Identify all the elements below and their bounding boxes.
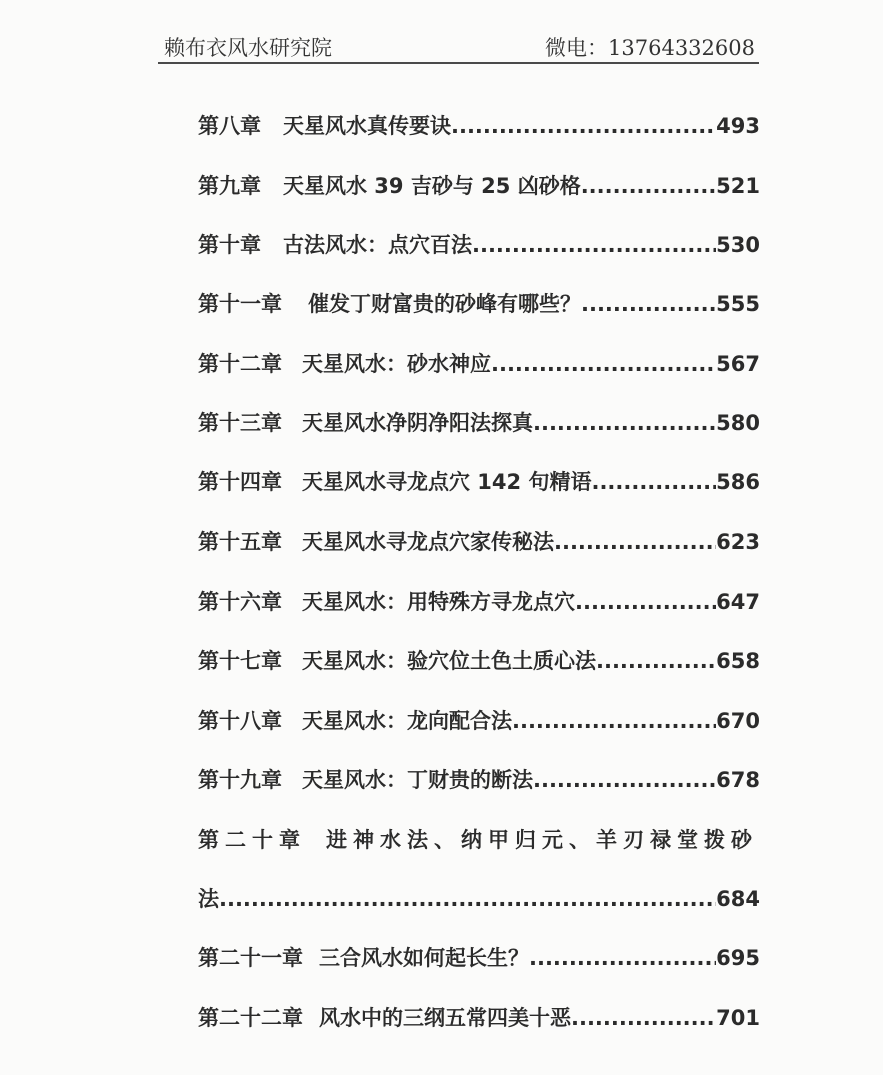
chapter-number: 第十七章 [198,649,282,673]
toc-entry [198,466,760,502]
leader-dots [512,709,716,733]
toc-entry [198,764,760,800]
chapter-number: 第二十二章 [198,1006,303,1030]
toc-entry [198,586,760,622]
chapter-number: 第十一章 [198,292,282,316]
chapter-title: 天星风水寻龙点穴家传秘法 [302,530,554,554]
leader-dots [533,411,716,435]
leader-dots [472,233,716,257]
leader-dots [451,114,716,138]
toc-entry [198,526,760,562]
page-number: 567 [716,352,760,376]
toc-entry [198,348,760,384]
chapter-title-continuation: 法 [198,887,219,911]
chapter-title: 天星风水：用特殊方寻龙点穴 [302,590,575,614]
page-number: 623 [716,530,760,554]
chapter-title: 进神水法、纳甲归元、羊刃禄堂拨砂 [326,828,758,852]
chapter-number: 第二十一章 [198,946,303,970]
chapter-number: 第十九章 [198,768,282,792]
leader-dots [219,887,716,911]
chapter-number: 第十三章 [198,411,282,435]
toc-entry [198,942,760,978]
page-number: 678 [716,768,760,792]
chapter-number: 第十章 [198,233,261,257]
page-number: 684 [716,887,760,911]
chapter-number: 第十六章 [198,590,282,614]
toc-entry [198,1002,760,1038]
leader-dots [596,649,716,673]
toc-entry [198,170,760,206]
page-number: 580 [716,411,760,435]
table-of-contents [198,0,760,1075]
toc-entry [198,705,760,741]
toc-entry [198,288,760,324]
toc-entry-continuation [198,883,760,919]
leader-dots [581,292,716,316]
chapter-title: 天星风水真传要诀 [283,114,451,138]
toc-entry [198,824,760,860]
leader-dots [591,470,716,494]
page-number: 670 [716,709,760,733]
toc-entry [198,110,760,146]
chapter-title: 天星风水：丁财贵的断法 [302,768,533,792]
toc-entry [198,407,760,443]
leader-dots [529,946,716,970]
chapter-number: 第八章 [198,114,261,138]
chapter-title: 风水中的三纲五常四美十恶 [319,1006,571,1030]
chapter-title: 三合风水如何起长生？ [319,946,529,970]
toc-entry [198,645,760,681]
chapter-title: 天星风水：验穴位土色土质心法 [302,649,596,673]
chapter-number: 第十二章 [198,352,282,376]
header-contact: 微电：13764332608 [545,36,755,60]
page-number: 695 [716,946,760,970]
page-number: 555 [716,292,760,316]
leader-dots [575,590,716,614]
chapter-title: 天星风水净阴净阳法探真 [302,411,533,435]
page-number: 530 [716,233,760,257]
leader-dots [533,768,716,792]
chapter-number: 第二十章 [198,828,306,852]
leader-dots [491,352,716,376]
page-number: 521 [716,174,760,198]
chapter-number: 第九章 [198,174,261,198]
page-number: 701 [716,1006,760,1030]
chapter-number: 第十四章 [198,470,282,494]
leader-dots [571,1006,716,1030]
page-number: 658 [716,649,760,673]
page-number: 647 [716,590,760,614]
chapter-number: 第十五章 [198,530,282,554]
chapter-title: 古法风水：点穴百法 [283,233,472,257]
toc-entry [198,229,760,265]
page-number: 493 [716,114,760,138]
chapter-title: 天星风水：龙向配合法 [302,709,512,733]
leader-dots [554,530,716,554]
page-number: 586 [716,470,760,494]
leader-dots [581,174,716,198]
chapter-title: 天星风水寻龙点穴 142 句精语 [302,470,592,494]
chapter-title: 天星风水：砂水神应 [302,352,491,376]
chapter-title: 催发丁财富贵的砂峰有哪些？ [308,292,581,316]
chapter-number: 第十八章 [198,709,282,733]
header-institute: 赖布衣风水研究院 [164,36,332,60]
chapter-title: 天星风水 39 吉砂与 25 凶砂格 [283,174,581,198]
